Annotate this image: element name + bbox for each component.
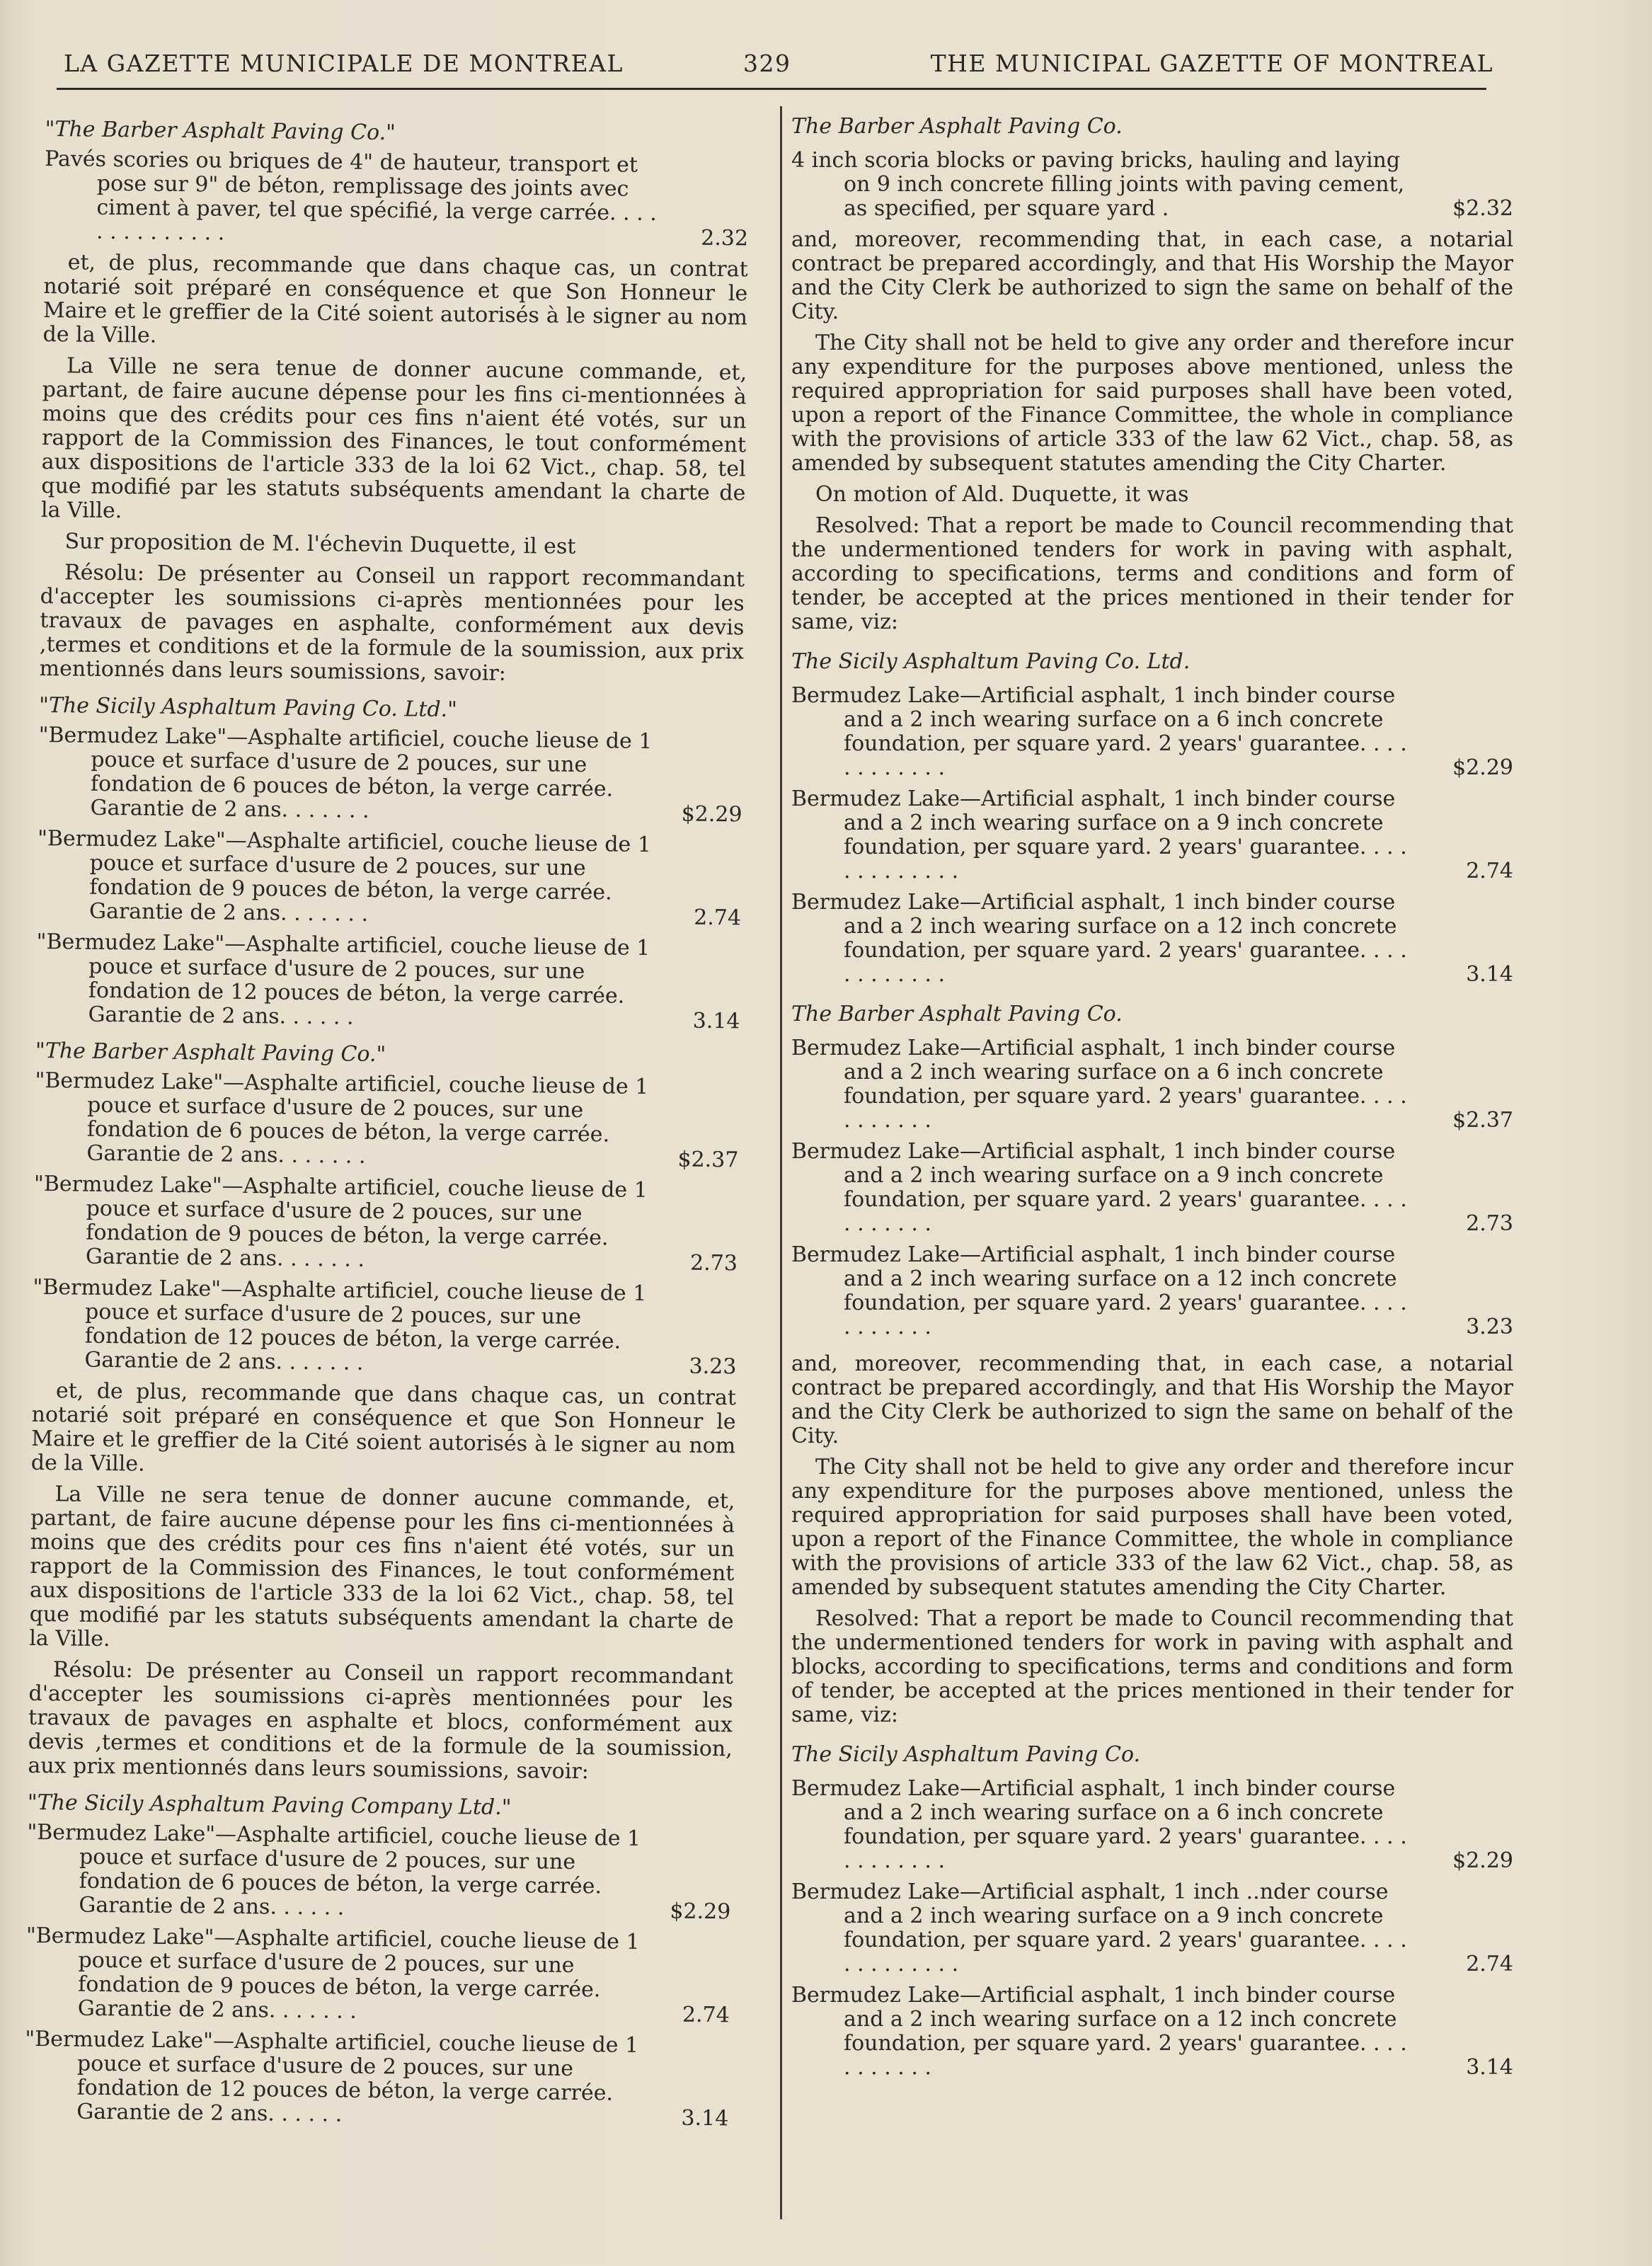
bid-description: "Bermudez Lake"—Asphalte artificiel, couche lieuse de 1 pouce et surface d'usure de 2 pouces, sur une fondation de 9 pouces de béton, la verge carrée. Garantie de 2 ans. . . . . . . xyxy=(33,1171,648,1272)
bid-item xyxy=(791,684,1513,780)
paragraph: Résolu: De présenter au Conseil un rapport recommandant d'accepter les soumissions ci-après mentionnées pour les travaux de pavages en asphalte, conformément aux devis ,termes et conditions et de la formule de la soumission, aux prix mentionnés dans leurs soumissions, savoir: xyxy=(39,560,745,686)
bid-description: Bermudez Lake—Artificial asphalt, 1 inch binder course and a 2 inch wearing surface on a 12 inch concrete foundation, per square yard. 2 years' guarantee. . . . . . . . . . . xyxy=(791,1242,1407,1339)
bid-item xyxy=(25,1924,730,2027)
bid-description: 4 inch scoria blocks or paving bricks, hauling and laying on 9 inch concrete filling joints with paving cement, as specified, per square yard . xyxy=(791,148,1405,221)
bid-item xyxy=(34,1069,739,1172)
paragraph: On motion of Ald. Duquette, it was xyxy=(815,482,1189,507)
bid-price: $2.29 xyxy=(681,801,742,828)
header-english-title: THE MUNICIPAL GAZETTE OF MONTREAL xyxy=(930,50,1493,77)
company-name: The Sicily Asphaltum Paving Co. Ltd. xyxy=(791,649,1191,674)
company-name: "The Sicily Asphaltum Paving Co. Ltd." xyxy=(38,692,458,723)
bid-description: "Bermudez Lake"—Asphalte artificiel, couche lieuse de 1 pouce et surface d'usure de 2 pouces, sur une fondation de 6 pouces de béton, la verge carrée. Garantie de 2 ans. . . . . . xyxy=(27,1819,641,1921)
bid-item xyxy=(791,1984,1513,2080)
paragraph: Résolu: De présenter au Conseil un rapport recommandant d'accepter les soumissions ci-après mentionnées pour les travaux de pavages en asphalte et blocs, conformément aux devis ,termes et conditions et de la formule de la soumission, aux prix mentionnés dans leurs soumissions, savoir: xyxy=(28,1657,733,1785)
bid-price: $2.37 xyxy=(1452,1108,1513,1133)
column-divider xyxy=(780,106,782,2219)
bid-description: "Bermudez Lake"—Asphalte artificiel, couche lieuse de 1 pouce et surface d'usure de 2 pouces, sur une fondation de 6 pouces de béton, la verge carrée. Garantie de 2 ans. . . . . . . xyxy=(38,722,653,823)
header-french-title: LA GAZETTE MUNICIPALE DE MONTREAL xyxy=(64,50,624,77)
paragraph: and, moreover, recommending that, in each case, a notarial contract be prepared accordingly, and that His Worship the Mayor and the City Clerk be authorized to sign the same on behalf of the City. xyxy=(791,227,1513,324)
bid-description: Bermudez Lake—Artificial asphalt, 1 inch ..nder course and a 2 inch wearing surface on a 9 inch concrete foundation, per square yard. 2 years' guarantee. . . . . . . . . . . . . xyxy=(791,1879,1407,1976)
paragraph: La Ville ne sera tenue de donner aucune commande, et, partant, de faire aucune dépense pour les fins ci-mentionnées à moins que des crédits pour ces fins n'aient été votés, sur un rapport de la Commission des Finances, le tout conformément aux dispositions de l'article 333 de la loi 62 Vict., chap. 58, tel que modifié par les statuts subséquents amendant la charte de la Ville. xyxy=(29,1482,735,1652)
bid-description: Bermudez Lake—Artificial asphalt, 1 inch binder course and a 2 inch wearing surface on a 9 inch concrete foundation, per square yard. 2 years' guarantee. . . . . . . . . . . xyxy=(791,1139,1407,1236)
bid-item xyxy=(791,1777,1513,1873)
bid-price: 2.73 xyxy=(689,1250,738,1276)
bid-item xyxy=(26,1821,731,1924)
bid-description: Bermudez Lake—Artificial asphalt, 1 inch binder course and a 2 inch wearing surface on a 12 inch concrete foundation, per square yard. 2 years' guarantee. . . . . . . . . . . . xyxy=(791,890,1407,987)
paragraph: Resolved: That a report be made to Council recommending that the undermentioned tenders for work in paving with asphalt and blocks, according to specifications, terms and conditions and form of tender, be accepted at the prices mentioned in their tender for same, viz: xyxy=(791,1606,1513,1727)
bid-price: $2.32 xyxy=(1452,196,1513,221)
bid-price: 3.14 xyxy=(1466,2055,1513,2080)
page-number: 329 xyxy=(743,50,791,77)
paragraph: et, de plus, recommande que dans chaque cas, un contrat notarié soit préparé en conséquence et que Son Honneur le Maire et le greffier de la Cité soient autorisés à le signer au nom de la Ville. xyxy=(30,1378,737,1477)
bid-description: Bermudez Lake—Artificial asphalt, 1 inch binder course and a 2 inch wearing surface on a 6 inch concrete foundation, per square yard. 2 years' guarantee. . . . . . . . . . . . xyxy=(791,1776,1407,1873)
bid-description: "Bermudez Lake"—Asphalte artificiel, couche lieuse de 1 pouce et surface d'usure de 2 pouces, sur une fondation de 9 pouces de béton, la verge carrée. Garantie de 2 ans. . . . . . . xyxy=(37,825,652,927)
paragraph: Sur proposition de M. l'échevin Duquette, il est xyxy=(64,529,576,559)
bid-description: Bermudez Lake—Artificial asphalt, 1 inch binder course and a 2 inch wearing surface on a 6 inch concrete foundation, per square yard. 2 years' guarantee. . . . . . . . . . . xyxy=(791,1036,1407,1133)
bid-item xyxy=(791,1036,1513,1133)
bid-item xyxy=(791,149,1513,221)
paragraph: Resolved: That a report be made to Council recommending that the undermentioned tenders for work in paving with asphalt, according to specifications, terms and conditions and form of tender, be accepted at the prices mentioned in their tender for same, viz: xyxy=(791,513,1513,634)
bid-price: 3.14 xyxy=(1466,962,1513,987)
company-name: The Sicily Asphaltum Paving Co. xyxy=(791,1742,1141,1767)
bid-price: 2.74 xyxy=(1466,1952,1513,1976)
bid-item xyxy=(37,827,742,930)
paragraph: The City shall not be held to give any order and therefore incur any expenditure for the purposes above mentioned, unless the required appropriation for said purposes shall have been voted, upon a report of the Finance Committee, the whole in compliance with the provisions of article 333 of the law 62 Vict., chap. 58, as amended by subsequent statutes amending the City Charter. xyxy=(791,1455,1513,1600)
bid-item xyxy=(791,1243,1513,1339)
company-name: "The Barber Asphalt Paving Co." xyxy=(35,1038,386,1068)
bid-description: "Bermudez Lake"—Asphalte artificiel, couche lieuse de 1 pouce et surface d'usure de 2 pouces, sur une fondation de 12 pouces de béton, la verge carrée. Garantie de 2 ans. . . . . . xyxy=(25,2026,639,2127)
bid-item xyxy=(791,1880,1513,1976)
bid-item xyxy=(35,930,740,1034)
paragraph: The City shall not be held to give any order and therefore incur any expenditure for the purposes above mentioned, unless the required appropriation for said purposes shall have been voted, upon a report of the Finance Committee, the whole in compliance with the provisions of article 333 of the law 62 Vict., chap. 58, as amended by subsequent statutes amending the City Charter. xyxy=(791,331,1513,476)
bid-description: Pavés scories ou briques de 4" de hauteur, transport et pose sur 9" de béton, remplissage des joints avec ciment à paver, tel que spécifié, la verge carrée. . . . . . . . . . . . . . xyxy=(45,146,657,246)
bid-price: 2.32 xyxy=(701,225,749,251)
bid-price: 3.14 xyxy=(692,1008,740,1034)
bid-item xyxy=(38,723,742,827)
bid-price: $2.29 xyxy=(1452,1848,1513,1873)
bid-item xyxy=(791,1140,1513,1236)
company-name: "The Sicily Asphaltum Paving Company Ltd." xyxy=(27,1790,512,1821)
bid-description: Bermudez Lake—Artificial asphalt, 1 inch binder course and a 2 inch wearing surface on a 6 inch concrete foundation, per square yard. 2 years' guarantee. . . . . . . . . . . . xyxy=(791,683,1407,780)
bid-description: "Bermudez Lake"—Asphalte artificiel, couche lieuse de 1 pouce et surface d'usure de 2 pouces, sur une fondation de 12 pouces de béton, la verge carrée. Garantie de 2 ans. . . . . . xyxy=(36,929,650,1030)
bid-description: "Bermudez Lake"—Asphalte artificiel, couche lieuse de 1 pouce et surface d'usure de 2 pouces, sur une fondation de 12 pouces de béton, la verge carrée. Garantie de 2 ans. . . . . . . xyxy=(33,1274,647,1375)
french-column xyxy=(24,105,750,2138)
page-header xyxy=(64,44,1493,86)
bid-description: Bermudez Lake—Artificial asphalt, 1 inch binder course and a 2 inch wearing surface on a 9 inch concrete foundation, per square yard. 2 years' guarantee. . . . . . . . . . . . . xyxy=(791,786,1407,883)
bid-item xyxy=(791,891,1513,987)
bid-price: 2.74 xyxy=(682,2002,730,2028)
bid-description: "Bermudez Lake"—Asphalte artificiel, couche lieuse de 1 pouce et surface d'usure de 2 pouces, sur une fondation de 9 pouces de béton, la verge carrée. Garantie de 2 ans. . . . . . . xyxy=(25,1923,640,2024)
bid-price: $2.29 xyxy=(670,1899,731,1925)
paragraph: La Ville ne sera tenue de donner aucune commande, et, partant, de faire aucune dépense pour les fins ci-mentionnées à moins que des crédits pour ces fins n'aient été votés, sur un rapport de la Commission des Finances, le tout conformément aux dispositions de l'article 333 de la loi 62 Vict., chap. 58, tel que modifié par les statuts subséquents amendant la charte de la Ville. xyxy=(40,353,747,524)
bid-price: 2.74 xyxy=(1466,859,1513,883)
bid-price: 3.23 xyxy=(1466,1315,1513,1339)
bid-price: 2.73 xyxy=(1466,1211,1513,1236)
paragraph: and, moreover, recommending that, in each case, a notarial contract be prepared accordingly, and that His Worship the Mayor and the City Clerk be authorized to sign the same on behalf of the City. xyxy=(791,1351,1513,1448)
bid-price: 3.14 xyxy=(681,2105,729,2131)
company-name: "The Barber Asphalt Paving Co." xyxy=(45,116,396,146)
company-name: The Barber Asphalt Paving Co. xyxy=(791,114,1123,139)
bid-item xyxy=(32,1276,737,1379)
bid-description: Bermudez Lake—Artificial asphalt, 1 inch binder course and a 2 inch wearing surface on a 12 inch concrete foundation, per square yard. 2 years' guarantee. . . . . . . . . . . xyxy=(791,1983,1407,2080)
header-rule xyxy=(57,88,1486,90)
bid-price: $2.37 xyxy=(677,1147,739,1173)
paragraph: et, de plus, recommande que dans chaque cas, un contrat notarié soit préparé en conséquence et que Son Honneur le Maire et le greffier de la Cité soient autorisés à le signer au nom de la Ville. xyxy=(42,250,748,348)
bid-price: $2.29 xyxy=(1452,755,1513,780)
bid-description: "Bermudez Lake"—Asphalte artificiel, couche lieuse de 1 pouce et surface d'usure de 2 pouces, sur une fondation de 6 pouces de béton, la verge carrée. Garantie de 2 ans. . . . . . . xyxy=(35,1068,649,1169)
bid-item xyxy=(44,147,749,251)
bid-price: 2.74 xyxy=(694,905,742,931)
bid-item xyxy=(33,1172,738,1276)
bid-item xyxy=(24,2027,729,2131)
english-column xyxy=(791,105,1513,2087)
company-name: The Barber Asphalt Paving Co. xyxy=(791,1002,1123,1026)
bid-price: 3.23 xyxy=(689,1354,737,1380)
bid-item xyxy=(791,787,1513,883)
